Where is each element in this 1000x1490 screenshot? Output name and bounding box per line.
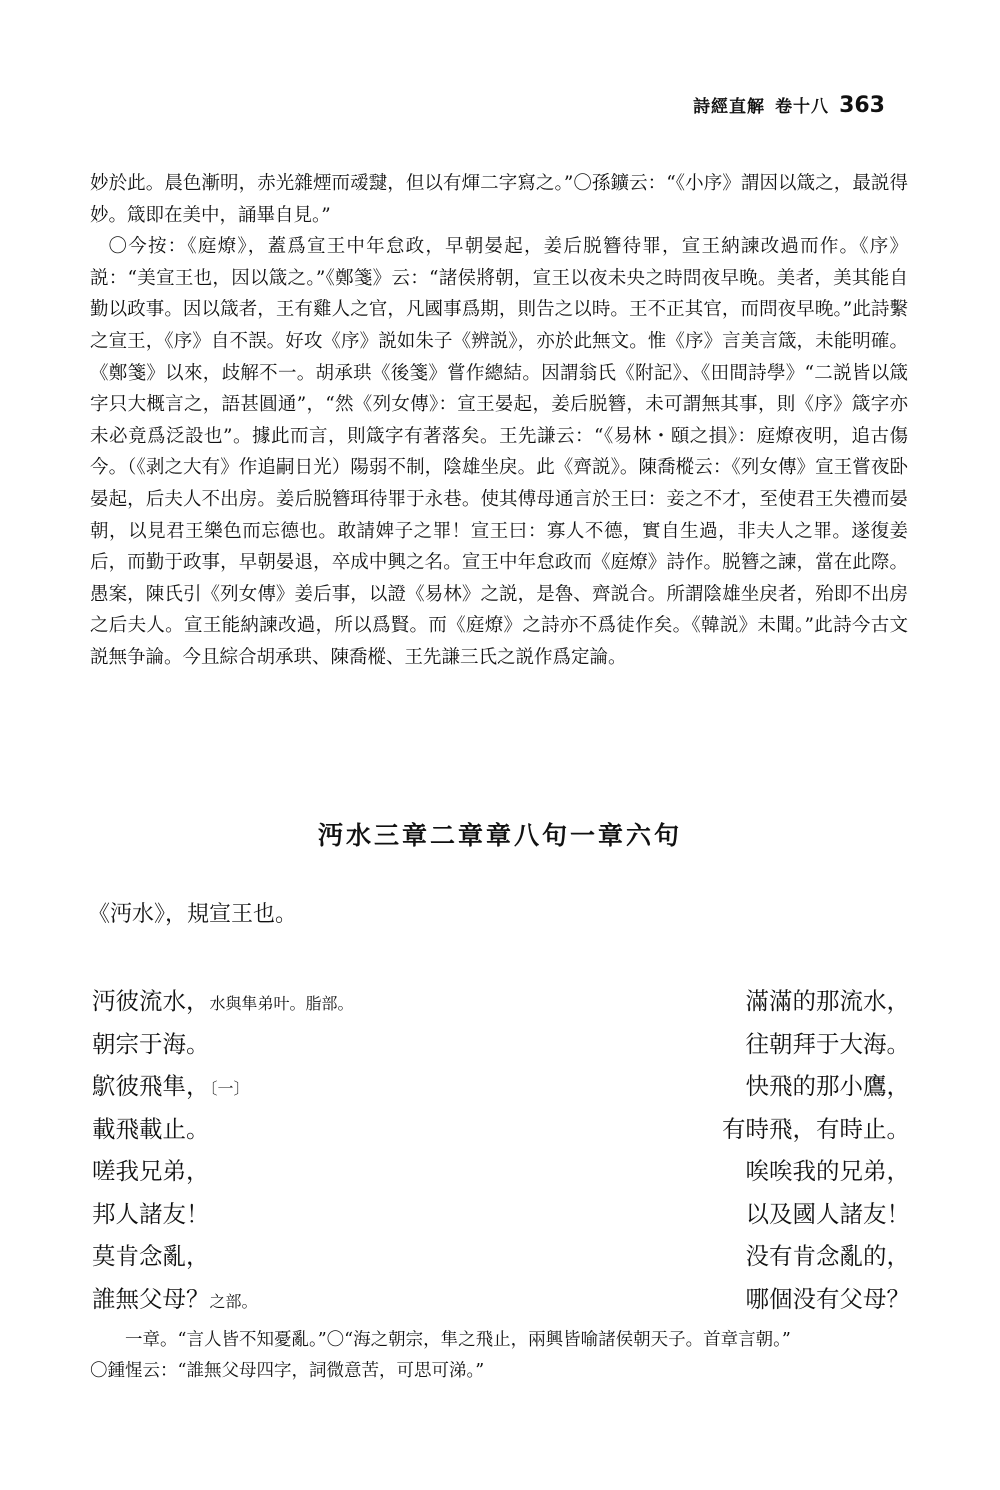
original-verse xyxy=(92,1237,210,1271)
original-text: 鴥彼飛隼， xyxy=(92,1072,210,1100)
poem-line xyxy=(92,1195,910,1238)
translation-verse: 有時飛，有時止。 xyxy=(722,1114,910,1143)
poem-line xyxy=(92,1110,910,1153)
poem-line xyxy=(92,1067,910,1110)
original-text: 邦人諸友！ xyxy=(92,1199,210,1228)
poem-line xyxy=(92,1237,910,1280)
stanza-commentary xyxy=(90,1325,908,1387)
original-text: 誰無父母？ xyxy=(92,1284,210,1313)
chapter-title: 沔水三章二章章八句一章六句 xyxy=(317,821,682,850)
poem-preface: 《沔水》，規宣王也。 xyxy=(88,902,298,927)
poem-line xyxy=(92,982,910,1025)
translation-verse: 滿滿的那流水， xyxy=(745,987,910,1015)
commentary-line: 〇鍾惺云：“誰無父母四字，詞微意苦，可思可涕。” xyxy=(90,1361,485,1381)
running-head xyxy=(693,92,885,118)
rhyme-note: 水與隼弟叶。脂部。 xyxy=(209,994,354,1013)
translation-verse: 唉唉我的兄弟， xyxy=(745,1157,910,1185)
original-text: 莫肯念亂， xyxy=(92,1242,210,1270)
rhyme-note: 〔一〕 xyxy=(209,1079,250,1098)
poem-line xyxy=(92,1152,910,1195)
original-verse xyxy=(92,1067,250,1101)
original-text: 載飛載止。 xyxy=(92,1114,210,1143)
volume-label: 卷十八 xyxy=(775,97,830,117)
translation-verse: 以及國人諸友！ xyxy=(745,1199,910,1228)
book-title: 詩經直解 xyxy=(693,97,766,117)
original-text: 沔彼流水， xyxy=(92,987,210,1015)
original-text: 朝宗于海。 xyxy=(92,1029,210,1058)
translation-verse: 快飛的那小鷹， xyxy=(745,1072,910,1100)
original-verse xyxy=(92,1025,210,1059)
original-verse xyxy=(92,1152,210,1186)
poem-line xyxy=(92,1280,910,1323)
original-text: 嗟我兄弟， xyxy=(92,1157,210,1185)
poem-stanza xyxy=(92,982,910,1322)
original-verse xyxy=(92,1195,210,1229)
original-verse xyxy=(92,982,354,1016)
page-number: 363 xyxy=(839,93,885,118)
paragraph-continuation: 妙於此。晨色漸明，赤光雜煙而叆靆，但以有煇二字寫之。”〇孫鑛云：“《小序》謂因以箴之，最説得妙。箴即在美中，誦畢自見。” xyxy=(90,173,908,226)
translation-verse: 哪個没有父母？ xyxy=(745,1284,910,1313)
rhyme-note: 之部。 xyxy=(209,1291,258,1311)
commentary-body xyxy=(90,168,908,674)
commentary-line: 一章。“言人皆不知憂亂。”〇“海之朝宗，隼之飛止，兩興皆喻諸侯朝天子。首章言朝。” xyxy=(125,1330,791,1350)
translation-verse: 没有肯念亂的， xyxy=(745,1242,910,1270)
poem-line xyxy=(92,1025,910,1068)
translation-verse: 往朝拜于大海。 xyxy=(745,1029,910,1058)
original-verse xyxy=(92,1280,258,1314)
paragraph-analysis: 〇今按：《庭燎》，蓋爲宣王中年怠政，早朝晏起，姜后脱簪待罪，宣王納諫改過而作。《序》説：“美宣王也，因以箴之。”《鄭箋》云：“諸侯將朝，宣王以夜未央之時問夜早晚。美者，美其能自勤以政事。因以箴者，王有雞人之官，凡國事爲期，則告之以時。王不正其官，而問夜早晚。”此詩繫之宣王，《序》自不誤。好攻《序》説如朱子《辨説》，亦於此無文。惟《序》言美言箴，未能明確。《鄭箋》以來，歧解不一。胡承珙《後箋》嘗作總結。因謂翁氏《附記》、《田間詩學》“二説皆以箴字只大概言之，語甚圓通”，“然《列女傳》：宣王晏起，姜后脱簪，未可謂無其事，則《序》箴字亦未必竟爲泛設也”。據此而言，則箴字有著落矣。王先謙云：“《易林・頤之損》：庭燎夜明，追古傷今。（《剥之大有》作追嗣日光）陽弱不制，陰雄坐戾。此《齊説》。陳喬樅云：《列女傳》宣王嘗夜卧晏起，后夫人不出房。姜后脱簪珥待罪于永巷。使其傅母通言於王曰：妾之不才，至使君王失禮而晏朝，以見君王樂色而忘德也。敢請婢子之罪！宣王曰：寡人不德，實自生過，非夫人之罪。遂復姜后，而勤于政事，早朝晏退，卒成中興之名。宣王中年怠政而《庭燎》詩作。脱簪之諫，當在此際。愚案，陳氏引《列女傳》姜后事，以證《易林》之説，是魯、齊説合。所謂陰雄坐戾者，殆即不出房之后夫人。宣王能納諫改過，所以爲賢。而《庭燎》之詩亦不爲徒作矣。《韓説》未聞。”此詩今古文説無争論。今且綜合胡承珙、陳喬樅、王先謙三氏之説作爲定論。 xyxy=(90,236,908,668)
original-verse xyxy=(92,1110,210,1144)
